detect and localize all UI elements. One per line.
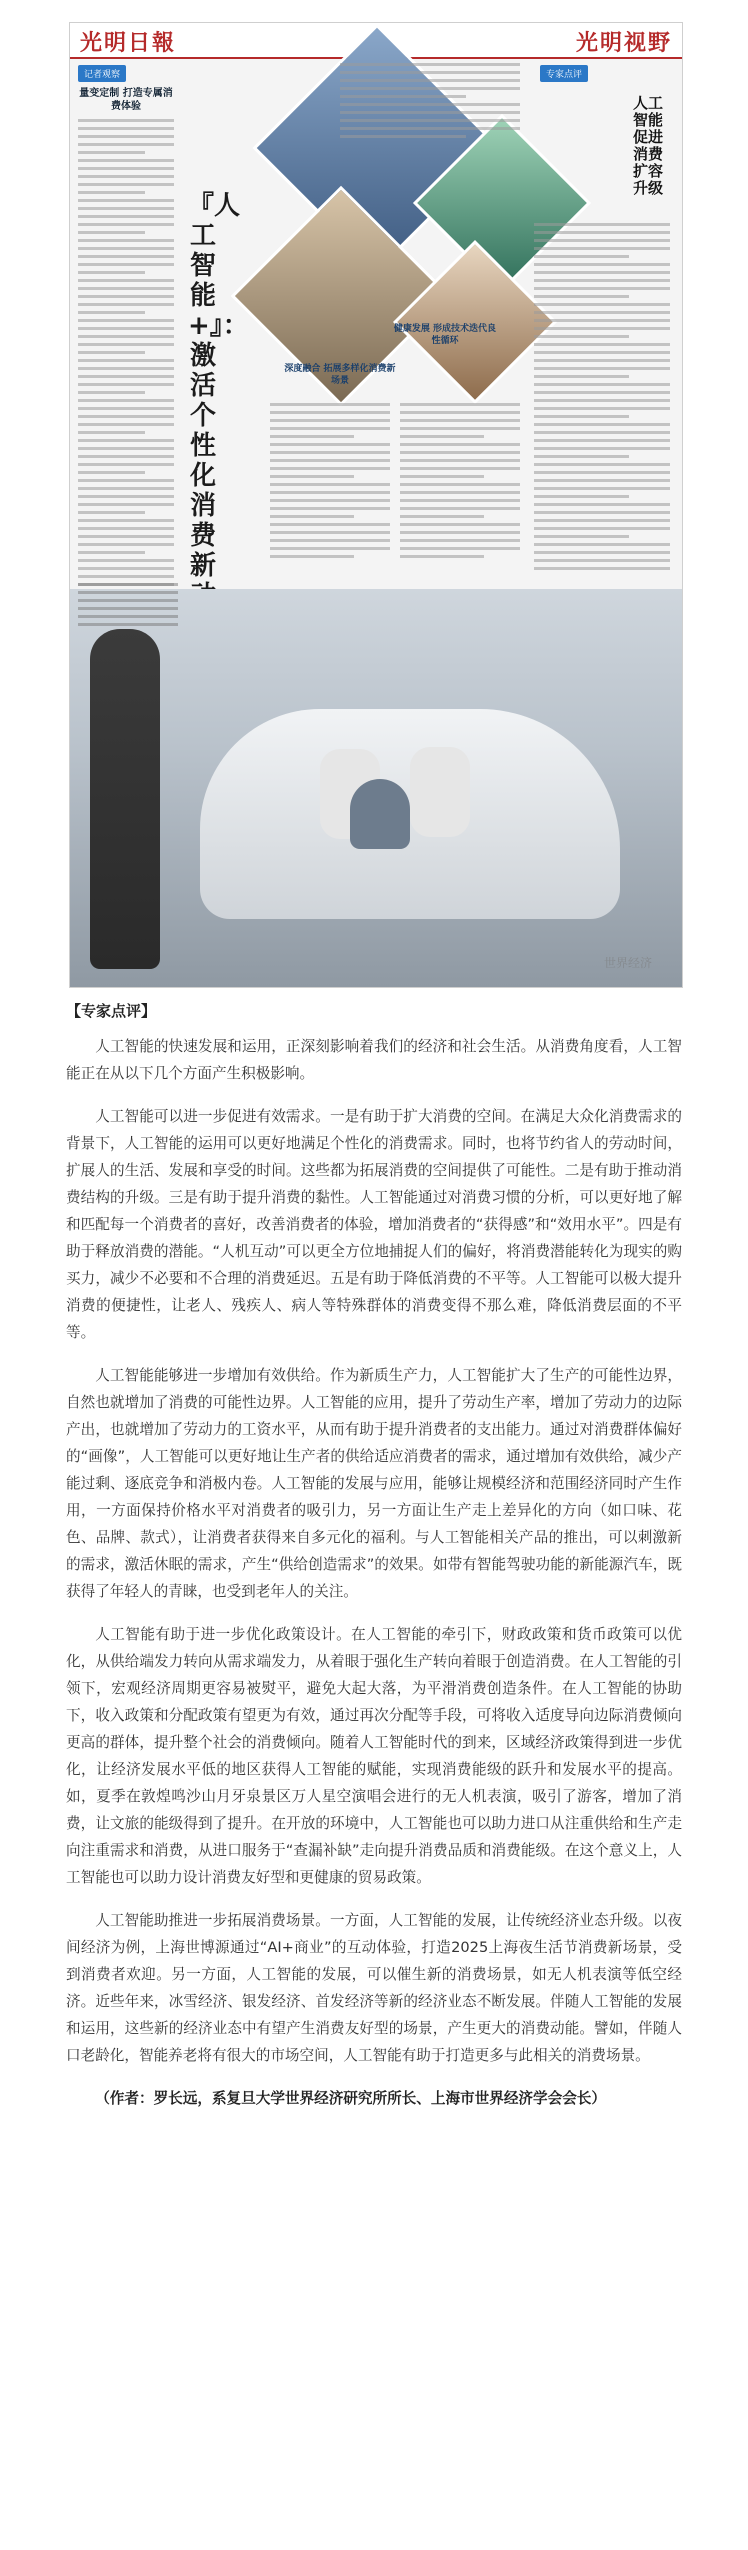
photo-diamond-4 bbox=[397, 244, 553, 400]
section-label: 【专家点评】 bbox=[66, 1002, 157, 1020]
body-text-block-1 bbox=[270, 403, 390, 573]
body-text-block-2 bbox=[400, 403, 520, 573]
badge-reporter-observation: 记者观察 bbox=[78, 65, 126, 82]
body-text-block-3 bbox=[534, 223, 670, 583]
paragraph-5: 人工智能助推进一步拓展消费场景。一方面，人工智能的发展，让传统经济业态升级。以夜间经济为例，上海世博源通过“AI+商业”的互动体验，打造2025上海夜生活节消费新场景，受到消费者欢迎。另一方面，人工智能的发展，可以催生新的消费场景，如无人机表演等低空经济。近些年来，冰雪经济、银发经济、首发经济等新的经济业态不断发展。伴随人工智能的发展和运用，这些新的经济业态中有望产生消费友好型的场景，产生更大的消费动能。譬如，伴随人口老龄化，智能养老将有很大的市场空间，人工智能有助于打造更多与此相关的消费场景。 bbox=[66, 1912, 682, 2064]
left-column bbox=[78, 87, 174, 587]
man-figure bbox=[90, 629, 160, 969]
masthead-logo: 光明日報 bbox=[80, 30, 177, 56]
left-column-text bbox=[78, 119, 174, 594]
vehicle-shape bbox=[200, 709, 620, 919]
newspaper-scan-image bbox=[69, 22, 683, 988]
left-column-title: 量变定制 打造专属消费体验 bbox=[79, 88, 173, 112]
paragraph-1: 人工智能的快速发展和运用，正深刻影响着我们的经济和社会生活。从消费角度看，人工智能正在从以下几个方面产生积极影响。 bbox=[66, 1038, 682, 1082]
intro-text-block bbox=[340, 63, 520, 143]
vehicle-showcase-photo bbox=[70, 589, 682, 987]
paragraph-4: 人工智能有助于进一步优化政策设计。在人工智能的牵引下，财政政策和货币政策可以优化，从供给端发力转向从需求端发力，从着眼于强化生产转向着眼于创造消费。在人工智能的引领下，宏观经济周期更容易被熨平，避免大起大落，为平滑消费创造条件。在人工智能的协助下，收入政策和分配政策有望更为有效，通过再次分配等手段，可将收入适度导向边际消费倾向更高的群体，提升整个社会的消费倾向。随着人工智能时代的到来，区域经济政策得到进一步优化，让经济发展水平低的地区获得人工智能的赋能，实现消费能级的跃升和发展水平的提高。如，夏季在敦煌鸣沙山月牙泉景区万人星空演唱会进行的无人机表演，吸引了游客，增加了消费，让文旅的能级得到了提升。在开放的环境中，人工智能也可以助力进口从注重供给和生产走向注重需求和消费，从进口服务于“查漏补缺”走向提升消费品质和消费能级。在这个意义上，人工智能也可以助力设计消费友好型和更健康的贸易政策。 bbox=[66, 1626, 682, 1886]
section-title: 光明视野 bbox=[575, 30, 672, 56]
right-column-title: 人工智能促进消费扩容升级 bbox=[632, 94, 663, 197]
subhead-healthy-development: 健康发展 形成技术迭代良性循环 bbox=[393, 324, 497, 346]
main-title: 『人工智能+』：激活个性化消费新 bbox=[188, 191, 249, 581]
photo-captions bbox=[78, 583, 178, 631]
badge-expert-comment: 专家点评 bbox=[540, 65, 588, 82]
subhead-scenes: 深度融合 拓展多样化消费新场景 bbox=[284, 364, 396, 386]
paragraph-2: 人工智能可以进一步促进有效需求。一是有助于扩大消费的空间。在满足大众化消费需求的背景下，人工智能的运用可以更好地满足个性化的消费需求。同时，也将节约省人的劳动时间，扩展人的生活、发展和享受的时间。这些都为拓展消费的空间提供了可能性。二是有助于推动消费结构的升级。三是有助于提升消费的黏性。人工智能通过对消费习惯的分析，可以更好地了解和匹配每一个消费者的喜好，改善消费者的体验，增加消费者的“获得感”和“效用水平”。四是有助于释放消费的潜能。“人机互动”可以更全方位地捕捉人们的偏好，将消费潜能转化为现实的购买力，减少不必要和不合理的消费延迟。五是有助于降低消费的不平等。人工智能可以极大提升消费的便捷性，让老人、残疾人、病人等特殊群体的消费变得不那么难，降低消费层面的不平等。 bbox=[66, 1108, 682, 1341]
article-body bbox=[66, 1000, 682, 2112]
paragraph-3: 人工智能能够进一步增加有效供给。作为新质生产力，人工智能扩大了生产的可能性边界，自然也就增加了消费的可能性边界。人工智能的应用，提升了劳动生产率，增加了劳动力的边际产出，也就增加了劳动力的工资水平，从而有助于提升消费者的支出能力。通过对消费群体偏好的“画像”，人工智能可以更好地让生产者的供给适应消费者的需求，通过增加有效供给，减少产能过剩、逐底竞争和消极内卷。人工智能的发展与应用，能够让规模经济和范围经济同时产生作用，一方面保持价格水平对消费者的吸引力，另一方面让生产走上差异化的方向（如口味、花色、品牌、款式），让消费者获得来自多元化的福利。与人工智能相关产品的推出，可以刺激新的需求，激活休眠的需求，产生“供给创造需求”的效果。如带有智能驾驶功能的新能源汽车，既获得了年轻人的青睐，也受到老年人的关注。 bbox=[66, 1367, 682, 1600]
author-byline: （作者：罗长远，系复旦大学世界经济研究所所长、上海市世界经济学会会长） bbox=[95, 2090, 606, 2107]
photo-watermark: 世界经济 bbox=[603, 956, 652, 970]
